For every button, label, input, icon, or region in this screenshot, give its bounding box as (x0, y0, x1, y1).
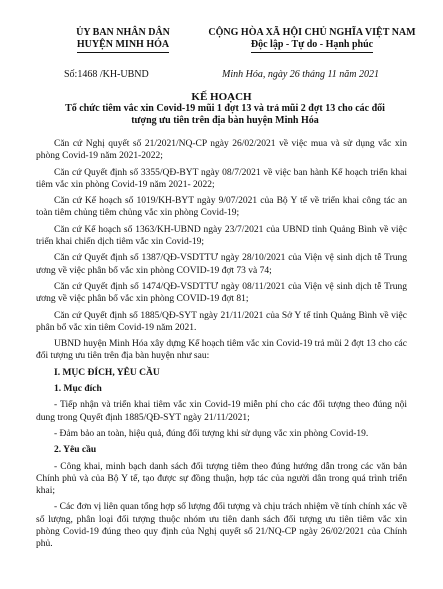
basis-paragraph: Căn cứ Quyết định số 1474/QĐ-VSDTTƯ ngày 08/11/2021 của Viện vệ sinh dịch tễ Trung ương về việc phân bổ vắc xin phòng COVID-19 đợt 81; (36, 281, 407, 305)
issuing-agency (58, 27, 188, 53)
intro-paragraph: UBND huyện Minh Hóa xây dựng Kế hoạch tiêm vắc xin Covid-19 trả mũi 2 đợt 13 cho các đối tượng ưu tiên trên địa bàn huyện như sau: (36, 339, 407, 362)
document-title: KẾ HOẠCH (191, 91, 252, 103)
basis-paragraph: Căn cứ Nghị quyết số 21/2021/NQ-CP ngày 26/02/2021 về việc mua và sử dụng vắc xin phòng Covid-19 năm 2021-2022; (36, 139, 407, 162)
nation-line-1: CỘNG HÒA XÃ HỘI CHỦ NGHĨA VIỆT NAM (208, 27, 416, 38)
agency-line-2: HUYỆN MINH HÓA (77, 39, 169, 53)
document-date: Minh Hóa, ngày 26 tháng 11 năm 2021 (222, 69, 380, 80)
document-subtitle: Tổ chức tiêm vắc xin Covid-19 mũi 1 đợt 13 và trả mũi 2 đợt 13 cho các đối tượng ưu tiên trên địa bàn huyện Minh Hóa (65, 103, 385, 126)
nation-line-2: Độc lập - Tự do - Hạnh phúc (251, 39, 373, 53)
list-item: - Các đơn vị liên quan tổng hợp số lượng đối tượng và chịu trách nhiệm về tính chính xác về số lượng, phân loại đối tượng thuộc nhóm ưu tiên danh sách đối tượng ưu tiên tiêm vắc xin phòng Covid-19 đúng theo quy định của Nghị quyết số 21/NQ-CP ngày 26/02/2021 của Chính phủ. (36, 502, 407, 550)
subsection-heading: 1. Mục đích (54, 384, 102, 395)
document-number: Số:1468 /KH-UBND (64, 69, 149, 80)
subsection-heading: 2. Yêu cầu (54, 445, 97, 456)
basis-paragraph: Căn cứ Quyết định số 1885/QĐ-SYT ngày 21/11/2021 của Sở Y tế tỉnh Quảng Bình về việc phân bổ vắc xin tiêm Covid-19 năm 2021. (36, 310, 407, 333)
basis-paragraph: Căn cứ Kế hoạch số 1019/KH-BYT ngày 9/07/2021 của Bộ Y tế về triển khai công tác an toàn tiêm chủng tiêm chủng vắc xin phòng Covid-19; (36, 196, 407, 219)
list-item: - Tiếp nhận và triển khai tiêm vắc xin Covid-19 miễn phí cho các đối tượng theo đúng nội dung trong Quyết định 1885/QĐ-SYT ngày 21/11/2021; (36, 400, 407, 423)
basis-paragraph: Căn cứ Kế hoạch số 1363/KH-UBND ngày 23/7/2021 của UBND tỉnh Quảng Bình về việc triển khai chiến dịch tiêm vắc xin Covid-19; (36, 224, 407, 248)
list-item: - Công khai, minh bạch danh sách đối tượng tiêm theo đúng hướng dẫn trong các văn bản Chính phủ và của Bộ Y tế, tạo được sự đồng thuận, hợp tác của người dân trong quá trình triển khai; (36, 461, 407, 497)
section-heading: I. MỤC ĐÍCH, YÊU CẦU (54, 367, 160, 378)
national-motto (198, 27, 426, 53)
basis-paragraph: Căn cứ Quyết định số 3355/QĐ-BYT ngày 08/7/2021 về việc ban hành Kế hoạch triển khai tiêm vắc xin phòng Covid-19 năm 2021- 2022; (36, 167, 407, 190)
agency-line-1: ỦY BAN NHÂN DÂN (76, 27, 170, 38)
document-body (36, 138, 407, 555)
list-item: - Đảm bảo an toàn, hiệu quả, đúng đối tượng khi sử dụng vắc xin phòng Covid-19. (54, 428, 369, 439)
basis-paragraph: Căn cứ Quyết định số 1387/QĐ-VSDTTƯ ngày 28/10/2021 của Viện vệ sinh dịch tễ Trung ương về việc phân bổ vắc xin phòng COVID-19 đợt 73 và 74; (36, 253, 407, 276)
